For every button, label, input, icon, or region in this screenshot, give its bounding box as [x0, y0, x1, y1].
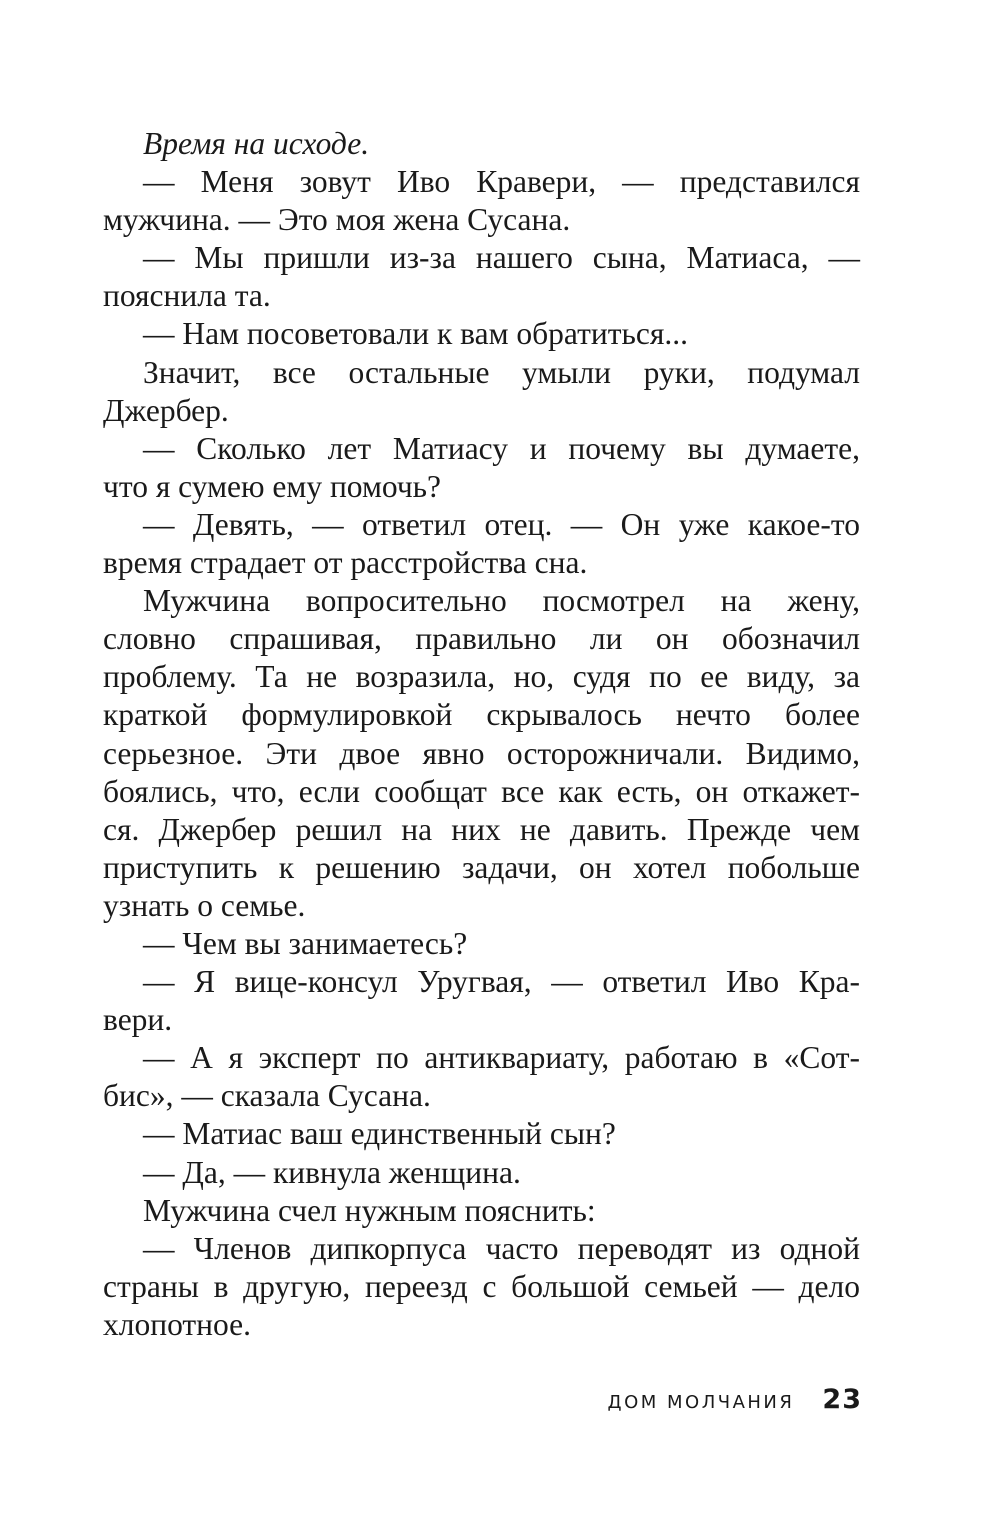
- paragraph-line: — Матиас ваш единственный сын?: [143, 1116, 616, 1152]
- paragraph-line: — Да, — кивнула женщина.: [143, 1154, 521, 1190]
- running-title: ДОМ МОЛЧАНИЯ: [607, 1392, 795, 1413]
- paragraph-line: словно спрашивая, правильно ли он обозначил: [103, 621, 860, 657]
- paragraph-line: приступить к решению задачи, он хотел побольше: [103, 849, 860, 885]
- paragraph-line: хлопотное.: [103, 1306, 252, 1342]
- paragraph-line: — Членов дипкорпуса часто переводят из одной: [143, 1230, 860, 1266]
- paragraph-line: — Меня зовут Иво Кравери, — представился: [143, 164, 860, 200]
- paragraph-line: краткой формулировкой скрывалось нечто более: [103, 697, 860, 733]
- paragraph-line: — Мы пришли из-за нашего сына, Матиаса, —: [143, 240, 860, 276]
- paragraph-line: Мужчина вопросительно посмотрел на жену,: [143, 583, 860, 619]
- paragraph-line: узнать о семье.: [103, 887, 306, 923]
- paragraph-line: ся. Джербер решил на них не давить. Прежде чем: [103, 811, 860, 847]
- paragraph-line: — Нам посоветовали к вам обратиться...: [143, 316, 688, 352]
- paragraph-line: страны в другую, переезд с большой семьей — дело: [103, 1268, 860, 1304]
- paragraph-line: время страдает от расстройства сна.: [103, 545, 588, 581]
- paragraph-line: боялись, что, если сообщат все как есть, он откажет-: [103, 773, 860, 809]
- paragraph-line: проблему. Та не возразила, но, судя по ее виду, за: [103, 659, 860, 695]
- paragraph-line: мужчина. — Это моя жена Сусана.: [103, 202, 571, 238]
- paragraph-line: — А я эксперт по антиквариату, работаю в «Сот-: [143, 1040, 860, 1076]
- paragraph-line: Время на исходе.: [143, 126, 370, 161]
- paragraph-line: — Сколько лет Матиасу и почему вы думаете,: [143, 430, 860, 466]
- paragraph-line: что я сумею ему помочь?: [103, 468, 442, 504]
- paragraph-line: — Я вице-консул Уругвая, — ответил Иво Кра-: [143, 964, 860, 1000]
- paragraph-line: вери.: [103, 1002, 173, 1038]
- paragraph-line: — Девять, — ответил отец. — Он уже какое-то: [143, 506, 860, 542]
- body-text: [103, 125, 860, 1344]
- paragraph-line: — Чем вы занимаетесь?: [143, 925, 468, 961]
- paragraph-line: Значит, все остальные умыли руки, подумал: [143, 354, 860, 390]
- page-footer: [608, 1384, 862, 1415]
- paragraph-line: пояснила та.: [103, 278, 271, 314]
- paragraph-line: Джербер.: [103, 392, 229, 428]
- page-number: 23: [822, 1384, 862, 1415]
- paragraph-line: серьезное. Эти двое явно осторожничали. Видимо,: [103, 735, 860, 771]
- paragraph-line: Мужчина счел нужным пояснить:: [143, 1192, 596, 1228]
- paragraph-line: бис», — сказала Сусана.: [103, 1078, 431, 1114]
